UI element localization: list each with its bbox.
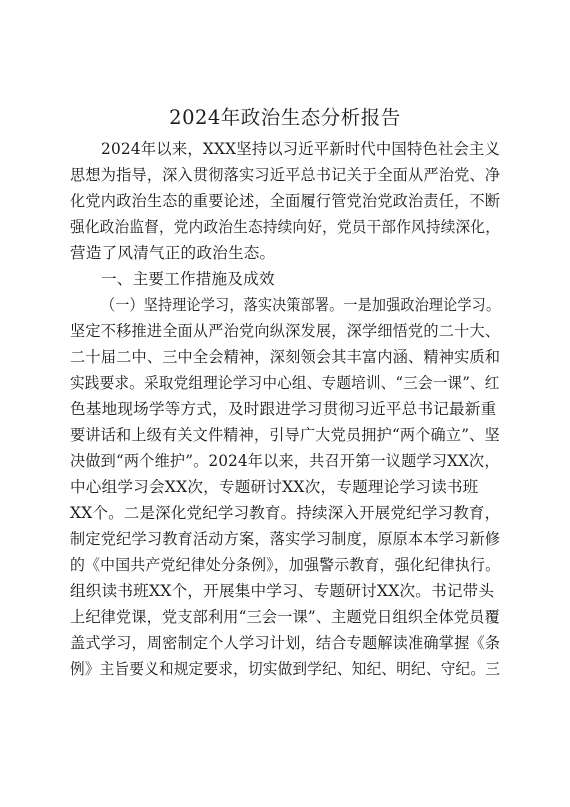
paragraph-line: 化党内政治生态的重要论述，全面履行管党治党政治责任，不断 xyxy=(70,192,501,210)
paragraph-line: 决做到“两个维护”。2024年以来，共召开第一议题学习XX次， xyxy=(70,452,500,470)
document-title: 2024年政治生态分析报告 xyxy=(169,106,401,129)
paragraph-line: 制定党纪学习教育活动方案，落实学习制度，原原本本学习新修 xyxy=(70,530,501,548)
paragraph-line: 要讲话和上级有关文件精神，引导广大党员拥护“两个确立”、坚 xyxy=(70,426,500,444)
paragraph-line: 思想为指导，深入贯彻落实习近平总书记关于全面从严治党、净 xyxy=(70,166,501,184)
paragraph-line: （一）坚持理论学习，落实决策部署。一是加强政治理论学习。 xyxy=(101,296,501,314)
paragraph-line: 盖式学习，周密制定个人学习计划，结合专题解读准确掌握《条 xyxy=(70,634,501,652)
paragraph-line: 坚定不移推进全面从严治党向纵深发展，深学细悟党的二十大、 xyxy=(70,322,501,340)
paragraph-line: 中心组学习会XX次，专题研讨XX次，专题理论学习读书班 xyxy=(70,478,479,496)
paragraph-line: XX个。二是深化党纪学习教育。持续深入开展党纪学习教育， xyxy=(70,504,501,522)
paragraph-line: 实践要求。采取党组理论学习中心组、专题培训、“三会一课”、红 xyxy=(70,374,500,392)
paragraph-line: 强化政治监督，党内政治生态持续向好，党员干部作风持续深化， xyxy=(70,218,501,236)
paragraph-line: 色基地现场学等方式，及时跟进学习贯彻习近平总书记最新重 xyxy=(70,400,497,418)
paragraph-line: 例》主旨要义和规定要求，切实做到学纪、知纪、明纪、守纪。三 xyxy=(70,660,501,678)
paragraph-line: 2024年以来，XXX坚持以习近平新时代中国特色社会主义 xyxy=(101,140,501,158)
paragraph-line: 营造了风清气正的政治生态。 xyxy=(70,244,276,262)
paragraph-line: 二十届二中、三中全会精神，深刻领会其丰富内涵、精神实质和 xyxy=(70,348,501,366)
paragraph-line: 组织读书班XX个，开展集中学习、专题研讨XX次。书记带头 xyxy=(70,582,495,600)
paragraph-line: 上纪律党课，党支部利用“三会一课”、主题党日组织全体党员覆 xyxy=(70,608,500,626)
paragraph-line: 的《中国共产党纪律处分条例》，加强警示教育，强化纪律执行。 xyxy=(70,556,501,574)
section-heading: 一、主要工作措施及成效 xyxy=(101,270,275,288)
